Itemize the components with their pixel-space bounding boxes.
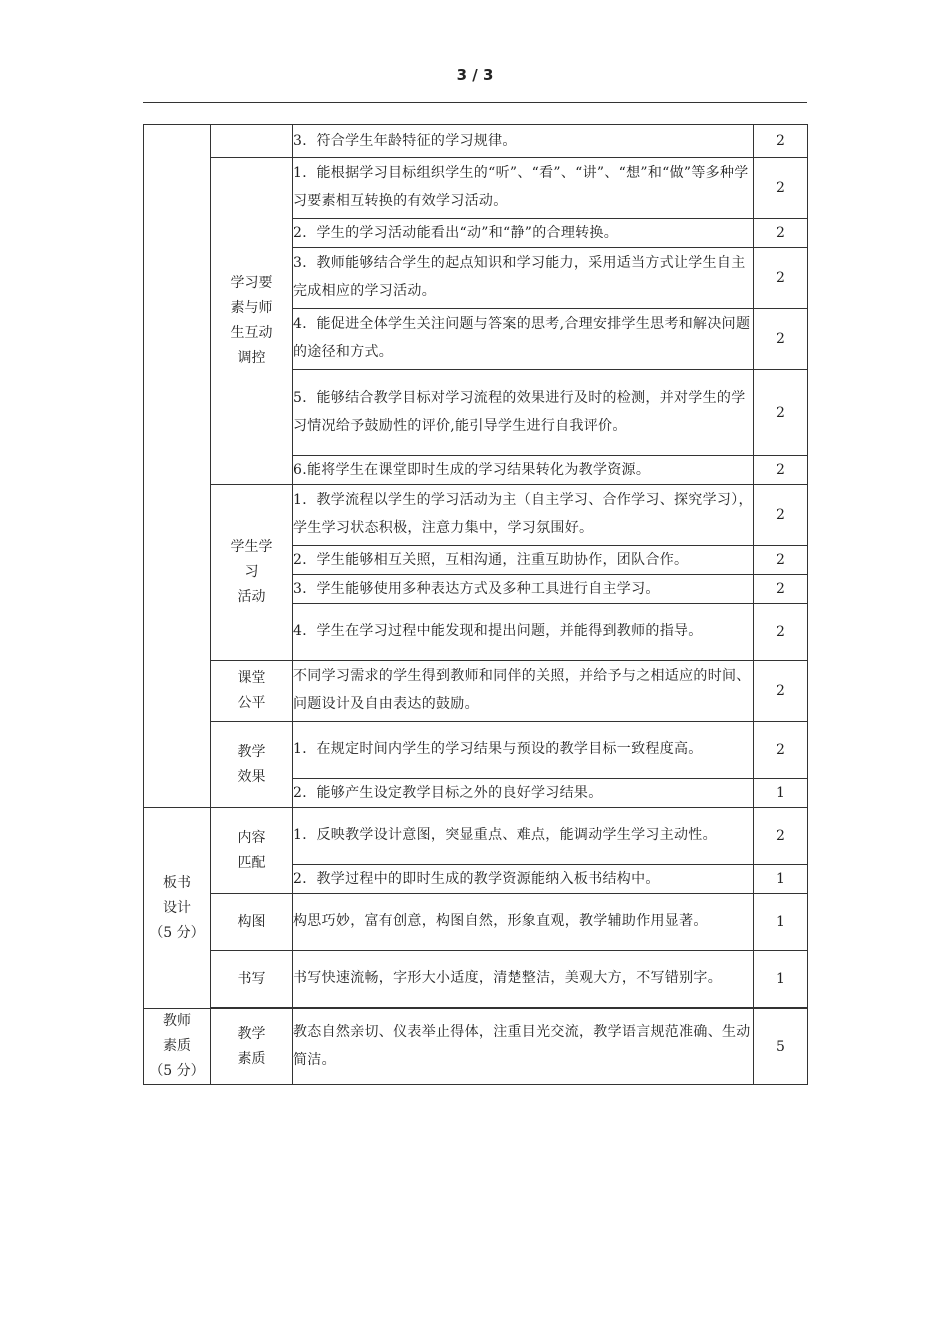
score-value: 2 <box>754 456 808 485</box>
criterion-text: 3．学生能够使用多种表达方式及多种工具进行自主学习。 <box>293 575 754 604</box>
table-row <box>144 1009 808 1085</box>
subcategory-label: 调控 <box>237 350 266 366</box>
category-label: （5 分） <box>149 924 205 941</box>
category-label: 板书 <box>163 874 191 891</box>
subcategory-label: 素质 <box>237 1050 266 1067</box>
subcategory-effect <box>211 722 293 808</box>
score-value: 2 <box>754 575 808 604</box>
category-teacher-quality <box>144 1009 211 1085</box>
score-value: 1 <box>754 894 808 951</box>
subcategory-label: 课堂 <box>237 670 266 686</box>
subcategory-cell-continued <box>211 125 293 158</box>
subcategory-label: 素与师 <box>230 300 273 316</box>
criterion-text: 不同学习需求的学生得到教师和同伴的关照，并给予与之相适应的时间、问题设计及自由表达的鼓励。 <box>293 661 754 722</box>
criterion-text: 3．教师能够结合学生的起点知识和学习能力，采用适当方式让学生自主完成相应的学习活动。 <box>293 248 754 309</box>
subcategory-label: 构图 <box>237 913 266 930</box>
table-row <box>144 722 808 779</box>
criterion-text: 书写快速流畅，字形大小适度，清楚整洁，美观大方，不写错别字。 <box>293 951 754 1008</box>
subcategory-teaching-quality <box>211 1009 293 1085</box>
criterion-text: 1．能根据学习目标组织学生的“听”、“看”、“讲”、“想”和“做”等多种学习要素相互转换的有效学习活动。 <box>293 158 754 219</box>
table-row <box>144 894 808 951</box>
criterion-text: 教态自然亲切、仪表举止得体，注重目光交流，教学语言规范准确、生动简洁。 <box>293 1009 754 1085</box>
criterion-text: 2．能够产生设定教学目标之外的良好学习结果。 <box>293 779 754 808</box>
category-cell-continued <box>144 125 211 808</box>
subcategory-label: 教学 <box>237 1025 266 1042</box>
subcategory-composition <box>211 894 293 951</box>
header-rule <box>143 102 807 103</box>
subcategory-label: 效果 <box>237 768 266 785</box>
score-value: 2 <box>754 370 808 456</box>
criterion-text: 3．符合学生年龄特征的学习规律。 <box>293 125 754 158</box>
score-value: 5 <box>754 1009 808 1085</box>
category-label: 教师 <box>163 1013 191 1029</box>
score-value: 2 <box>754 309 808 370</box>
criterion-text: 1．教学流程以学生的学习活动为主（自主学习、合作学习、探究学习），学生学习状态积极，注意力集中，学习氛围好。 <box>293 485 754 546</box>
criterion-text: 4．能促进全体学生关注问题与答案的思考,合理安排学生思考和解决问题的途径和方式。 <box>293 309 754 370</box>
score-value: 2 <box>754 808 808 865</box>
subcategory-interaction <box>211 158 293 485</box>
table-row <box>144 661 808 722</box>
subcategory-label: 内容 <box>237 829 266 846</box>
subcategory-label: 教学 <box>237 743 266 760</box>
score-value: 2 <box>754 722 808 779</box>
criterion-text: 2．学生能够相互关照，互相沟通，注重互助协作，团队合作。 <box>293 546 754 575</box>
criterion-text: 4．学生在学习过程中能发现和提出问题，并能得到教师的指导。 <box>293 604 754 661</box>
score-value: 2 <box>754 546 808 575</box>
subcategory-student-activity <box>211 485 293 661</box>
subcategory-writing <box>211 951 293 1008</box>
score-value: 2 <box>754 125 808 158</box>
table-row <box>144 125 808 158</box>
score-value: 1 <box>754 951 808 1008</box>
score-value: 2 <box>754 485 808 546</box>
score-value: 2 <box>754 604 808 661</box>
score-value: 1 <box>754 779 808 808</box>
table-row <box>144 951 808 1008</box>
table-row <box>144 485 808 546</box>
category-label: （5 分） <box>149 1063 205 1079</box>
criterion-text: 1．反映教学设计意图，突显重点、难点，能调动学生学习主动性。 <box>293 808 754 865</box>
criterion-text: 2．教学过程中的即时生成的教学资源能纳入板书结构中。 <box>293 865 754 894</box>
criterion-text: 5．能够结合教学目标对学习流程的效果进行及时的检测，并对学生的学习情况给予鼓励性的评价,能引导学生进行自我评价。 <box>293 370 754 456</box>
subcategory-label: 书写 <box>237 970 266 987</box>
subcategory-label: 学生学 <box>230 539 273 555</box>
criterion-text: 2．学生的学习活动能看出“动”和“静”的合理转换。 <box>293 219 754 248</box>
category-label: 设计 <box>163 899 191 916</box>
subcategory-label: 公平 <box>237 695 266 711</box>
score-value: 1 <box>754 865 808 894</box>
score-value: 2 <box>754 158 808 219</box>
criterion-text: 6.能将学生在课堂即时生成的学习结果转化为教学资源。 <box>293 456 754 485</box>
score-value: 2 <box>754 248 808 309</box>
subcategory-fairness <box>211 661 293 722</box>
page-header: 3 / 3 <box>456 66 494 84</box>
criterion-text: 1．在规定时间内学生的学习结果与预设的教学目标一致程度高。 <box>293 722 754 779</box>
criterion-text: 构思巧妙，富有创意，构图自然，形象直观，教学辅助作用显著。 <box>293 894 754 951</box>
category-board-design <box>144 808 211 1009</box>
subcategory-content-match <box>211 808 293 894</box>
score-value: 2 <box>754 661 808 722</box>
category-label: 素质 <box>163 1038 191 1054</box>
subcategory-label: 匹配 <box>237 854 266 871</box>
subcategory-label: 习 <box>244 564 259 580</box>
table-row <box>144 158 808 219</box>
rubric-table <box>143 124 808 1085</box>
subcategory-label: 学习要 <box>230 275 273 291</box>
subcategory-label: 生互动 <box>230 325 273 341</box>
score-value: 2 <box>754 219 808 248</box>
subcategory-label: 活动 <box>237 589 266 605</box>
table-row <box>144 808 808 865</box>
